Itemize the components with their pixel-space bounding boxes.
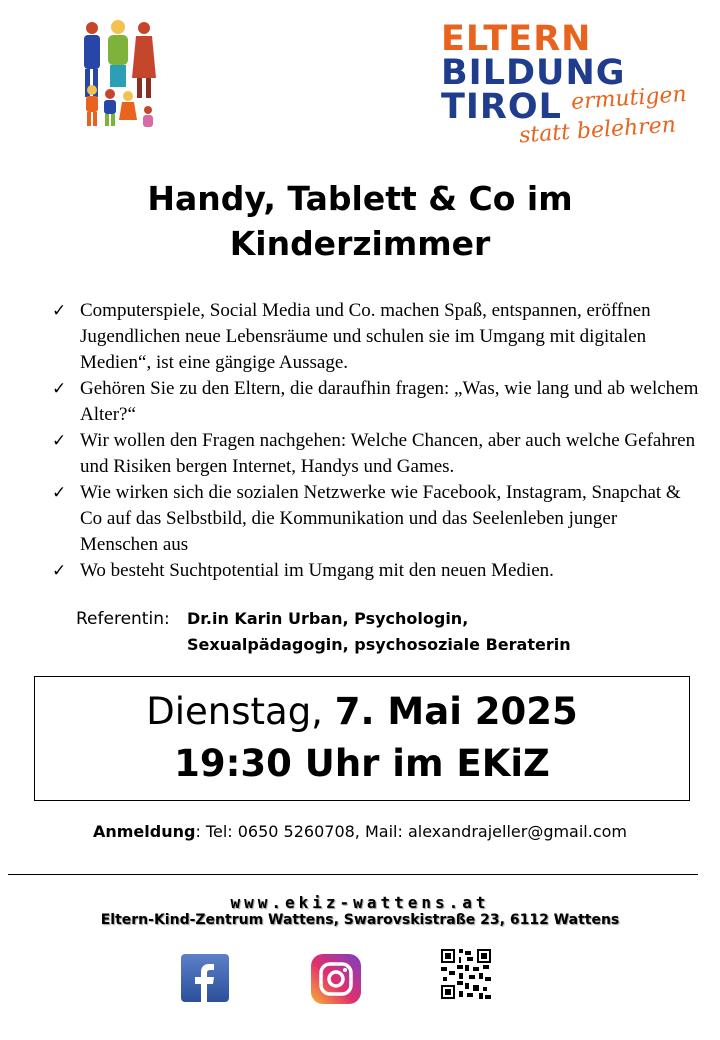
- list-item-text: Computerspiele, Social Media und Co. machen Spaß, entspannen, eröffnen Jugendlichen neue Lebensräume und schulen sie im Umgang mit digitalen Medien“, ist eine gängige Aussage.: [80, 300, 651, 373]
- speaker-line-1: Dr.in Karin Urban, Psychologin,: [187, 609, 469, 628]
- facebook-icon[interactable]: [181, 954, 229, 1002]
- registration-label: Anmeldung: [92, 822, 196, 841]
- title-line-1: Handy, Tablett & Co im: [147, 179, 573, 218]
- family-logo: [78, 18, 160, 130]
- event-day: Dienstag,: [146, 690, 323, 733]
- list-item: [50, 376, 700, 428]
- list-item: [50, 298, 700, 376]
- list-item-text: Wo besteht Suchtpotential im Umgang mit den neuen Medien.: [80, 560, 554, 581]
- divider: [8, 874, 698, 875]
- event-date-value: 7. Mai 2025: [334, 690, 578, 733]
- speaker-label: Referentin:: [76, 609, 170, 629]
- qr-code-icon[interactable]: [441, 949, 491, 999]
- list-item-text: Wie wirken sich die sozialen Netzwerke wie Facebook, Instagram, Snapchat & Co auf das Selbstbild, die Kommunikation und das Seelenleben junger Menschen aus: [80, 482, 681, 555]
- logo-tagline-1: ermutigen: [570, 81, 688, 116]
- check-icon: ✓: [52, 379, 67, 398]
- logo-tagline-2: statt belehren: [518, 112, 677, 149]
- website-link[interactable]: www.ekiz-wattens.at: [230, 893, 490, 912]
- logo-line-bildung: BILDUNG: [441, 53, 626, 93]
- speaker-names: [187, 606, 571, 658]
- footer-address: Eltern-Kind-Zentrum Wattens, Swarovskistraße 23, 6112 Wattens: [100, 912, 620, 928]
- list-item: [50, 480, 700, 558]
- event-date: [35, 689, 689, 735]
- topic-list: [50, 298, 700, 584]
- registration-contact: : Tel: 0650 5260708, Mail: alexandrajeller@gmail.com: [195, 822, 628, 841]
- title-line-2: Kinderzimmer: [229, 224, 491, 263]
- registration-info: [0, 822, 720, 841]
- list-item: [50, 558, 700, 584]
- event-time-place: 19:30 Uhr im EKiZ: [174, 742, 550, 785]
- instagram-icon[interactable]: [311, 954, 361, 1004]
- speaker-line-2: Sexualpädagogin, psychosoziale Beraterin: [187, 635, 571, 654]
- page-title: [60, 176, 660, 266]
- eltern-bildung-tirol-logo: [441, 19, 701, 152]
- check-icon: ✓: [52, 561, 67, 580]
- check-icon: ✓: [52, 483, 67, 502]
- list-item-text: Gehören Sie zu den Eltern, die daraufhin fragen: „Was, wie lang und ab welchem Alter?“: [80, 378, 699, 425]
- event-date-box: [34, 676, 690, 801]
- list-item-text: Wir wollen den Fragen nachgehen: Welche Chancen, aber auch welche Gefahren und Risiken bergen Internet, Handys und Games.: [80, 430, 696, 477]
- check-icon: ✓: [52, 301, 67, 320]
- logo-line-eltern: ELTERN: [441, 19, 592, 59]
- check-icon: ✓: [52, 431, 67, 450]
- logo-line-tirol: TIROL: [441, 87, 562, 127]
- list-item: [50, 428, 700, 480]
